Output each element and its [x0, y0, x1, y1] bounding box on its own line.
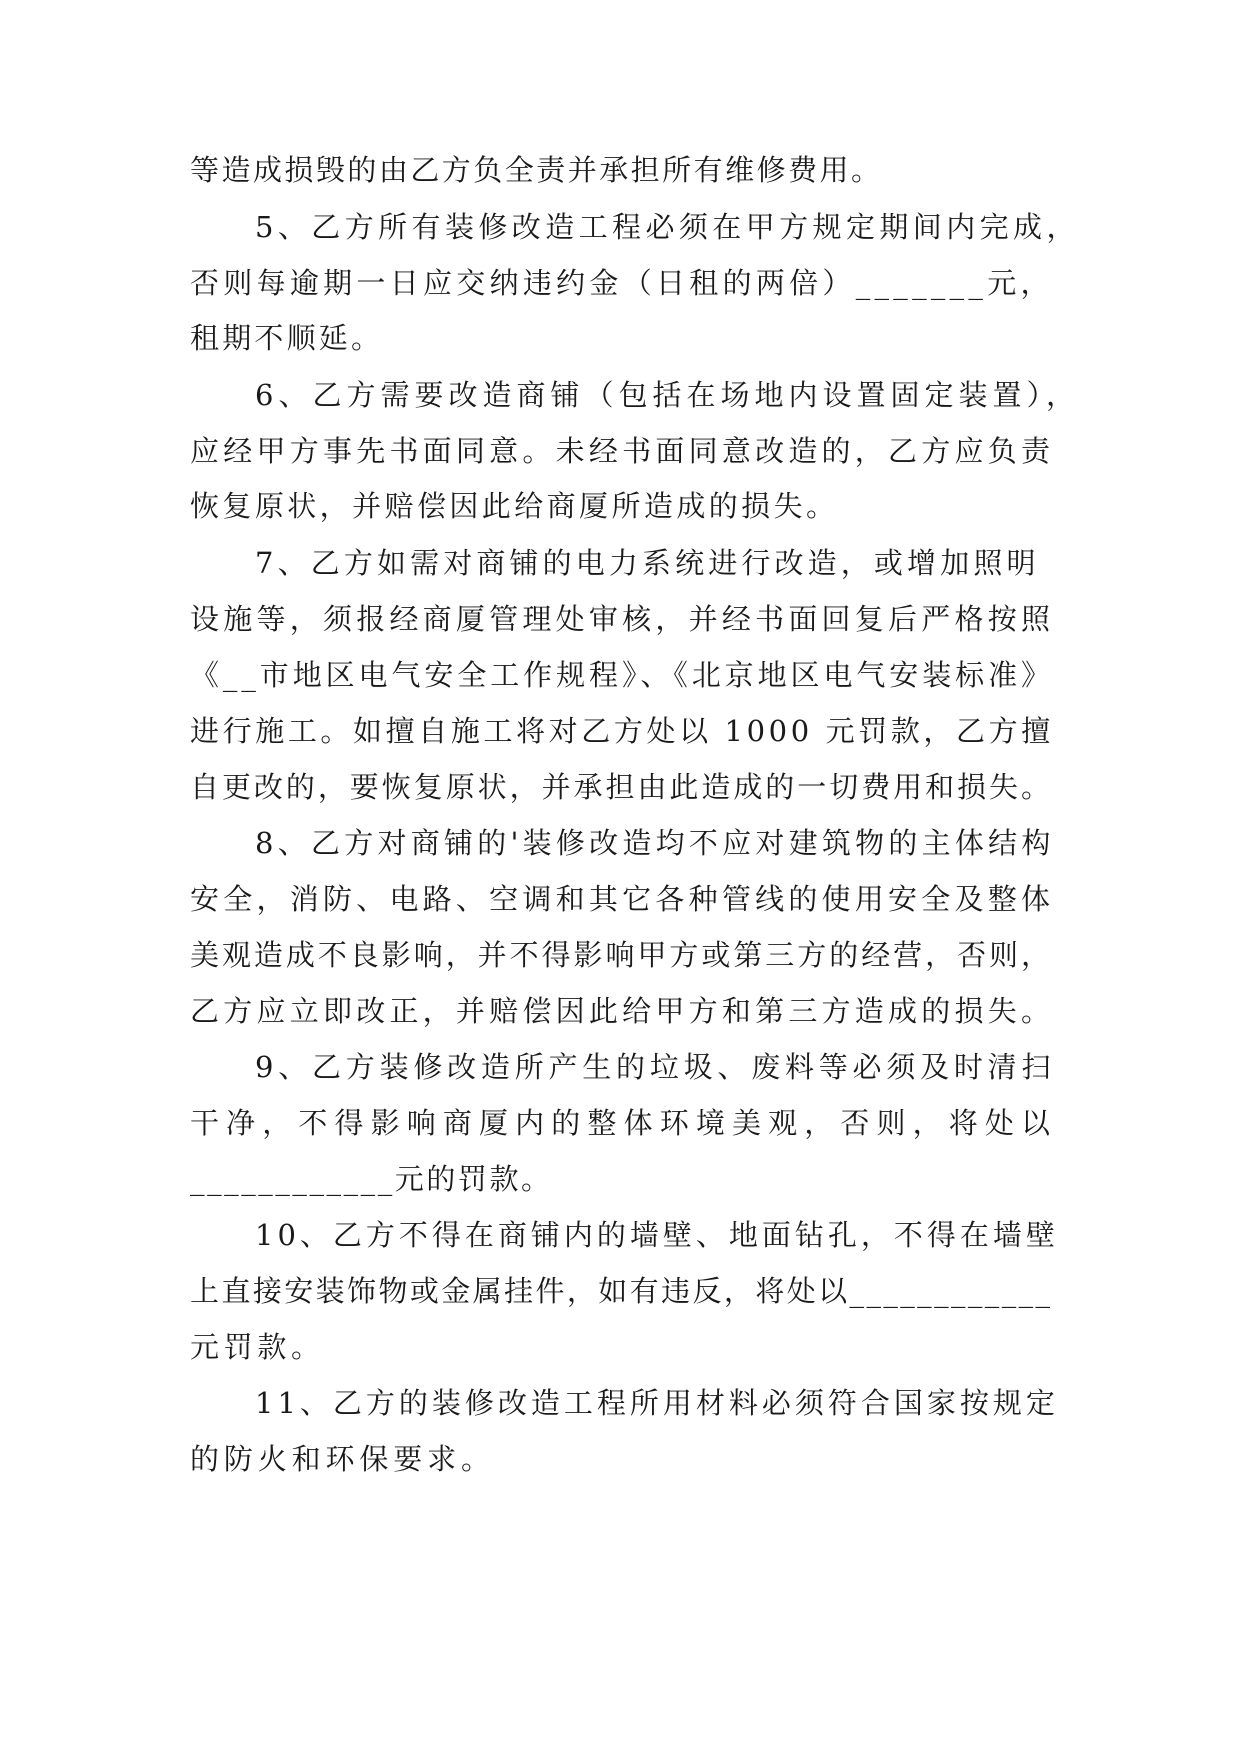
paragraph-7-line-2: 设施等，须报经商厦管理处审核，并经书面回复后严格按照 — [190, 602, 1055, 636]
paragraph-6-line-2: 应经甲方事先书面同意。未经书面同意改造的，乙方应负责 — [190, 434, 1055, 468]
paragraph-8-line-3: 美观造成不良影响，并不得影响甲方或第三方的经营，否则， — [190, 938, 1053, 972]
paragraph-6-line-3: 恢复原状，并赔偿因此给商厦所造成的损失。 — [190, 489, 839, 523]
paragraph-9-line-2: 干净，不得影响商厦内的整体环境美观，否则，将处以 — [190, 1106, 1058, 1140]
paragraph-8-line-2: 安全，消防、电路、空调和其它各种管线的使用安全及整体 — [190, 882, 1055, 916]
paragraph-11-line-2: 的防火和环保要求。 — [190, 1442, 495, 1476]
paragraph-8-line-4: 乙方应立即改正，并赔偿因此给甲方和第三方造成的损失。 — [190, 994, 1055, 1028]
paragraph-9-line-3: ____________元的罚款。 — [190, 1162, 553, 1196]
paragraph-7-line-5: 自更改的，要恢复原状，并承担由此造成的一切费用和损失。 — [190, 770, 1053, 804]
paragraph-10-line-3: 元罚款。 — [190, 1330, 325, 1364]
paragraph-5-line-3: 租期不顺延。 — [190, 321, 384, 355]
paragraph-5-line-1: 5、乙方所有装修改造工程必须在甲方规定期间内完成， — [255, 210, 1080, 244]
paragraph-7-line-1: 7、乙方如需对商铺的电力系统进行改造，或增加照明 — [255, 546, 1040, 580]
paragraph-5-line-2: 否则每逾期一日应交纳违约金（日租的两倍）_______元， — [190, 266, 1054, 300]
paragraph-6-line-1: 6、乙方需要改造商铺（包括在场地内设置固定装置）， — [255, 378, 1080, 412]
paragraph-8-line-1: 8、乙方对商铺的'装修改造均不应对建筑物的主体结构 — [255, 826, 1055, 860]
paragraph-10-line-2: 上直接安装饰物或金属挂件，如有违反，将处以____________ — [190, 1274, 1053, 1308]
paragraph-7-line-3: 《__市地区电气安全工作规程》、《北京地区电气安装标准》 — [190, 658, 1054, 692]
text-line: 等造成损毁的由乙方负全责并承担所有维修费用。 — [190, 153, 883, 187]
paragraph-9-line-1: 9、乙方装修改造所产生的垃圾、废料等必须及时清扫 — [255, 1050, 1056, 1084]
paragraph-7-line-4: 进行施工。如擅自施工将对乙方处以 1000 元罚款，乙方擅 — [190, 714, 1054, 748]
paragraph-10-line-1: 10、乙方不得在商铺内的墙壁、地面钻孔，不得在墙壁 — [255, 1218, 1059, 1252]
paragraph-11-line-1: 11、乙方的装修改造工程所用材料必须符合国家按规定 — [255, 1386, 1059, 1420]
